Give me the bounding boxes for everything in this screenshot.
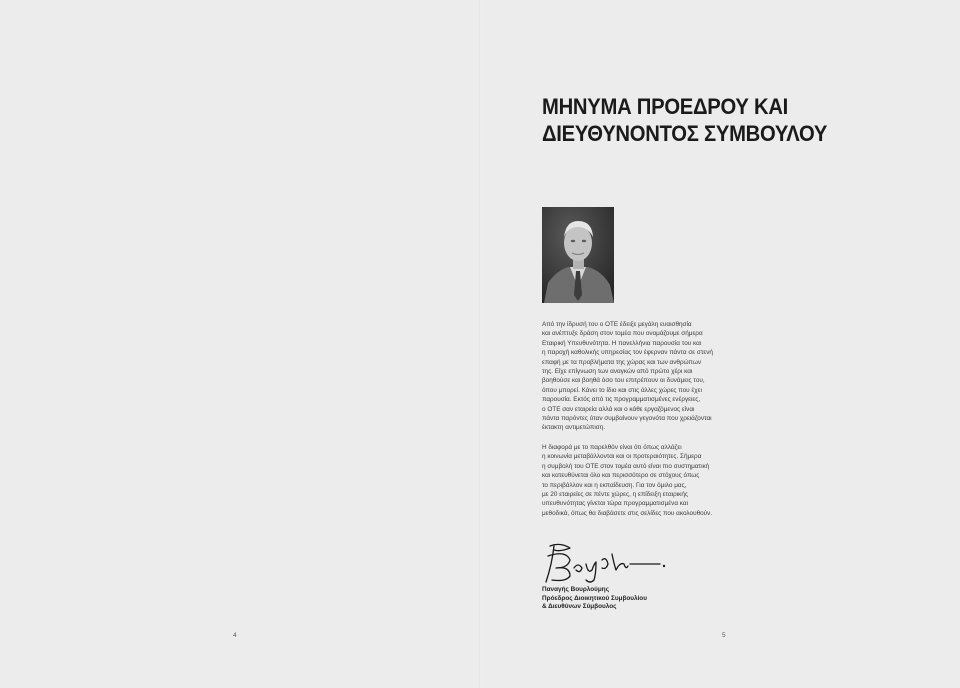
- book-gutter: [479, 0, 481, 688]
- paragraph-2: [542, 443, 732, 518]
- signatory-name: Παναγής Βουρλούμης: [542, 586, 610, 593]
- page-number-right: 5: [722, 632, 726, 639]
- text-line: όπου μπορεί. Κάνει το ίδιο και στις άλλες χώρες που έχει: [542, 386, 702, 394]
- text-line: επαφή με τα προβλήματα της χώρας και των ανθρώπων: [542, 358, 702, 366]
- text-line: βοηθούσε και βοηθά όσο του επιτρέπουν οι δυνάμεις του,: [542, 377, 705, 385]
- text-line: και κατευθύνεται όλο και περισσότερο σε στόχους όπως: [542, 472, 700, 480]
- portrait-image: [542, 207, 614, 303]
- signatory-role-2: & Διευθύνων Σύμβουλος: [542, 603, 617, 611]
- text-line: παρουσία. Εκτός από τις προγραμματισμένες ενέργειες,: [542, 396, 701, 404]
- text-line: υπευθυνότητας γίνεται τώρα προγραμματισμένα και: [542, 500, 689, 508]
- title-line-1: ΜΗΝΥΜΑ ΠΡΟΕΔΡΟΥ ΚΑΙ: [542, 94, 789, 119]
- text-line: μεθοδικά, όπως θα διαβάσετε στις σελίδες που ακολουθούν.: [542, 509, 713, 517]
- text-line: πάντα παρόντες όταν συμβαίνουν γεγονότα που χρειάζονται: [542, 415, 712, 423]
- text-line: η συμβολή του ΟΤΕ στον τομέα αυτό είναι πιο συστηματική: [542, 462, 710, 470]
- page-number-left: 4: [233, 632, 237, 639]
- handwritten-signature: [540, 540, 670, 586]
- signature-image: [540, 540, 670, 586]
- text-line: ο ΟΤΕ σαν εταιρεία αλλά και ο κάθε εργαζόμενος είναι: [542, 405, 695, 413]
- title-line-2: ΔΙΕΥΘΥΝΟΝΤΟΣ ΣΥΜΒΟΥΛΟΥ: [542, 121, 828, 146]
- text-line: το περιβάλλον και η εκπαίδευση. Για τον όμιλο μας,: [542, 481, 687, 489]
- message-body: [542, 320, 732, 528]
- page-title: [542, 93, 846, 147]
- chairman-portrait: [542, 207, 614, 303]
- text-line: και ανέπτυξε δράση στον τομέα που ονομάζουμε σήμερα: [542, 330, 703, 338]
- text-line: η παροχή καθολικής υπηρεσίας τον έφερναν πάντα σε στενή: [542, 349, 713, 357]
- signatory-role-1: Πρόεδρος Διοικητικού Συμβουλίου: [542, 594, 647, 602]
- text-line: της. Είχε επίγνωση των αναγκών από πρώτο χέρι και: [542, 368, 693, 376]
- text-line: η κοινωνία μεταβάλλονται και οι προτεραιότητες. Σήμερα: [542, 453, 702, 461]
- paragraph-1: [542, 320, 732, 433]
- text-line: με 20 εταιρείες σε πέντε χώρες, η επίδειξη εταιρικής: [542, 490, 688, 498]
- text-line: έκτακτη αντιμετώπιση.: [542, 424, 606, 432]
- text-line: Εταιρική Υπευθυνότητα. Η πανελλήνια παρουσία του και: [542, 339, 702, 347]
- signatory-block: [542, 586, 742, 612]
- text-line: Από την ίδρυσή του ο ΟΤΕ έδειξε μεγάλη ευαισθησία: [542, 321, 692, 328]
- text-line: Η διαφορά με το παρελθόν είναι ότι όπως αλλάζει: [542, 443, 682, 451]
